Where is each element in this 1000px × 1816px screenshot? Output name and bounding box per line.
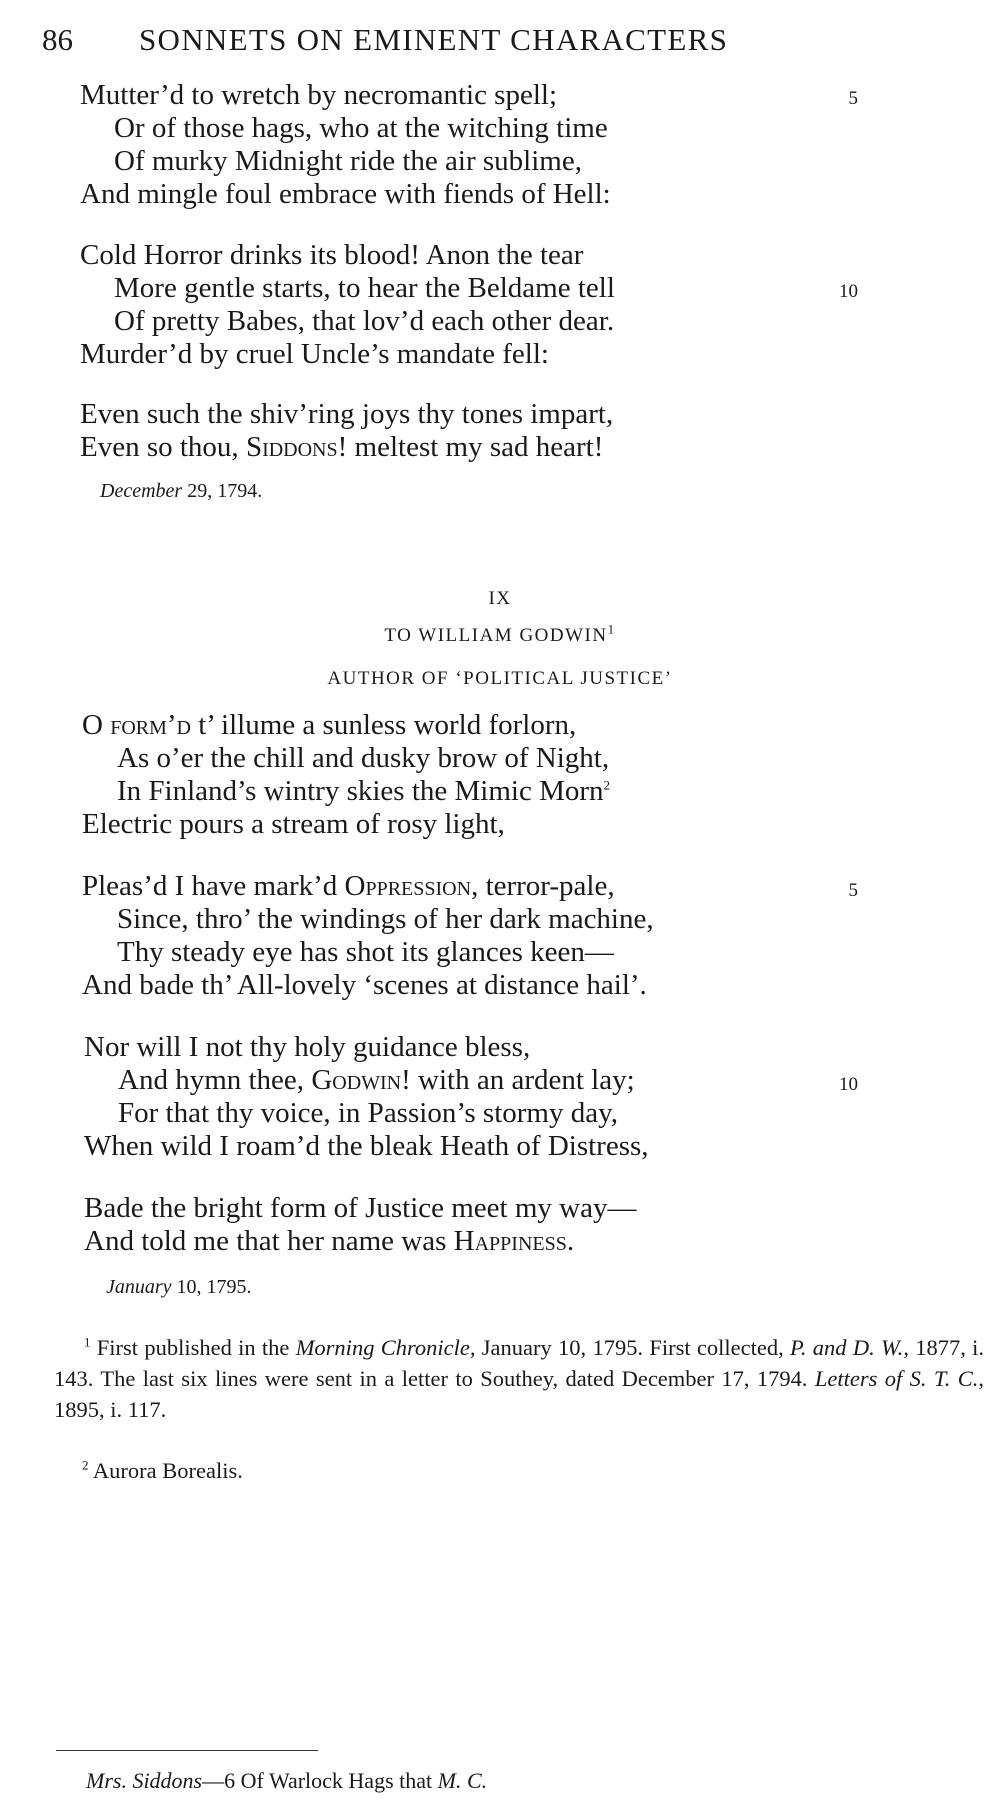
verse-line: Of murky Midnight ride the air sublime, bbox=[114, 145, 582, 177]
page-number: 86 bbox=[42, 22, 73, 57]
footnote-rule bbox=[56, 1750, 318, 1751]
poem-date: January 10, 1795. bbox=[106, 1276, 252, 1298]
verse-line: Pleas’d I have mark’d Oppression, terror-pale, bbox=[82, 870, 615, 902]
running-title: SONNETS ON EMINENT CHARACTERS bbox=[139, 22, 729, 57]
verse-line: In Finland’s wintry skies the Mimic Morn$^2$ bbox=[117, 775, 611, 807]
footnote-1: $^1$ First published in the Morning Chronicle, January 10, 1795. First collected, P. and D. W., 1877, i. 143. The last six lines were sent in a letter to Southey, dated December 17, 1794. Letters of S. T. C., 1895, i. 117. bbox=[54, 1334, 985, 1422]
verse-line: Even such the shiv’ring joys thy tones impart, bbox=[80, 398, 614, 430]
page-header bbox=[42, 22, 960, 66]
line-number: 10 bbox=[839, 281, 858, 302]
line-number: 10 bbox=[839, 1074, 858, 1095]
verse-line: Electric pours a stream of rosy light, bbox=[82, 808, 505, 840]
verse-line: Cold Horror drinks its blood! Anon the tear bbox=[80, 239, 584, 271]
section-subtitle: AUTHOR OF ‘POLITICAL JUSTICE’ bbox=[327, 668, 673, 689]
verse-line: When wild I roam’d the bleak Heath of Distress, bbox=[84, 1130, 649, 1162]
verse-line: Nor will I not thy holy guidance bless, bbox=[84, 1031, 531, 1063]
footnote-2: $^2$ Aurora Borealis. bbox=[82, 1457, 243, 1483]
variant-reading: Mrs. Siddons—6 Of Warlock Hags that M. C. bbox=[86, 1768, 488, 1793]
line-number: 5 bbox=[848, 88, 858, 109]
verse-line: Mutter’d to wretch by necromantic spell; bbox=[80, 79, 558, 111]
siddons-name: Siddons bbox=[245, 431, 338, 463]
verse-line: O form’d t’ illume a sunless world forlorn, bbox=[82, 709, 577, 741]
verse-line: For that thy voice, in Passion’s stormy day, bbox=[118, 1097, 618, 1129]
verse-line: As o’er the chill and dusky brow of Night, bbox=[117, 742, 610, 774]
poem-date: December 29, 1794. bbox=[100, 480, 263, 502]
verse-line: Bade the bright form of Justice meet my way— bbox=[84, 1192, 637, 1224]
verse-line: And told me that her name was Happiness. bbox=[84, 1225, 575, 1257]
footnote-ref: 2 bbox=[603, 777, 611, 793]
section-numeral: IX bbox=[488, 588, 512, 609]
section-title: TO WILLIAM GODWIN$^1$ bbox=[384, 621, 616, 646]
verse-line: Thy steady eye has shot its glances keen— bbox=[117, 936, 614, 968]
verse-line: And hymn thee, Godwin! with an ardent lay; bbox=[118, 1064, 635, 1096]
verse-line: Murder’d by cruel Uncle’s mandate fell: bbox=[80, 338, 549, 370]
verse-line: And mingle foul embrace with fiends of Hell: bbox=[80, 178, 611, 210]
verse-line: And bade th’ All-lovely ‘scenes at distance hail’. bbox=[82, 969, 647, 1001]
verse-line: More gentle starts, to hear the Beldame tell bbox=[114, 272, 615, 304]
line-number: 5 bbox=[848, 880, 858, 901]
footnote-ref: 1 bbox=[607, 621, 616, 637]
verse-line: Of pretty Babes, that lov’d each other dear. bbox=[114, 305, 615, 337]
verse-line: Even so thou, Siddons! meltest my sad heart! bbox=[80, 431, 604, 463]
verse-line: Since, thro’ the windings of her dark machine, bbox=[117, 903, 654, 935]
verse-line: Or of those hags, who at the witching time bbox=[114, 112, 608, 144]
